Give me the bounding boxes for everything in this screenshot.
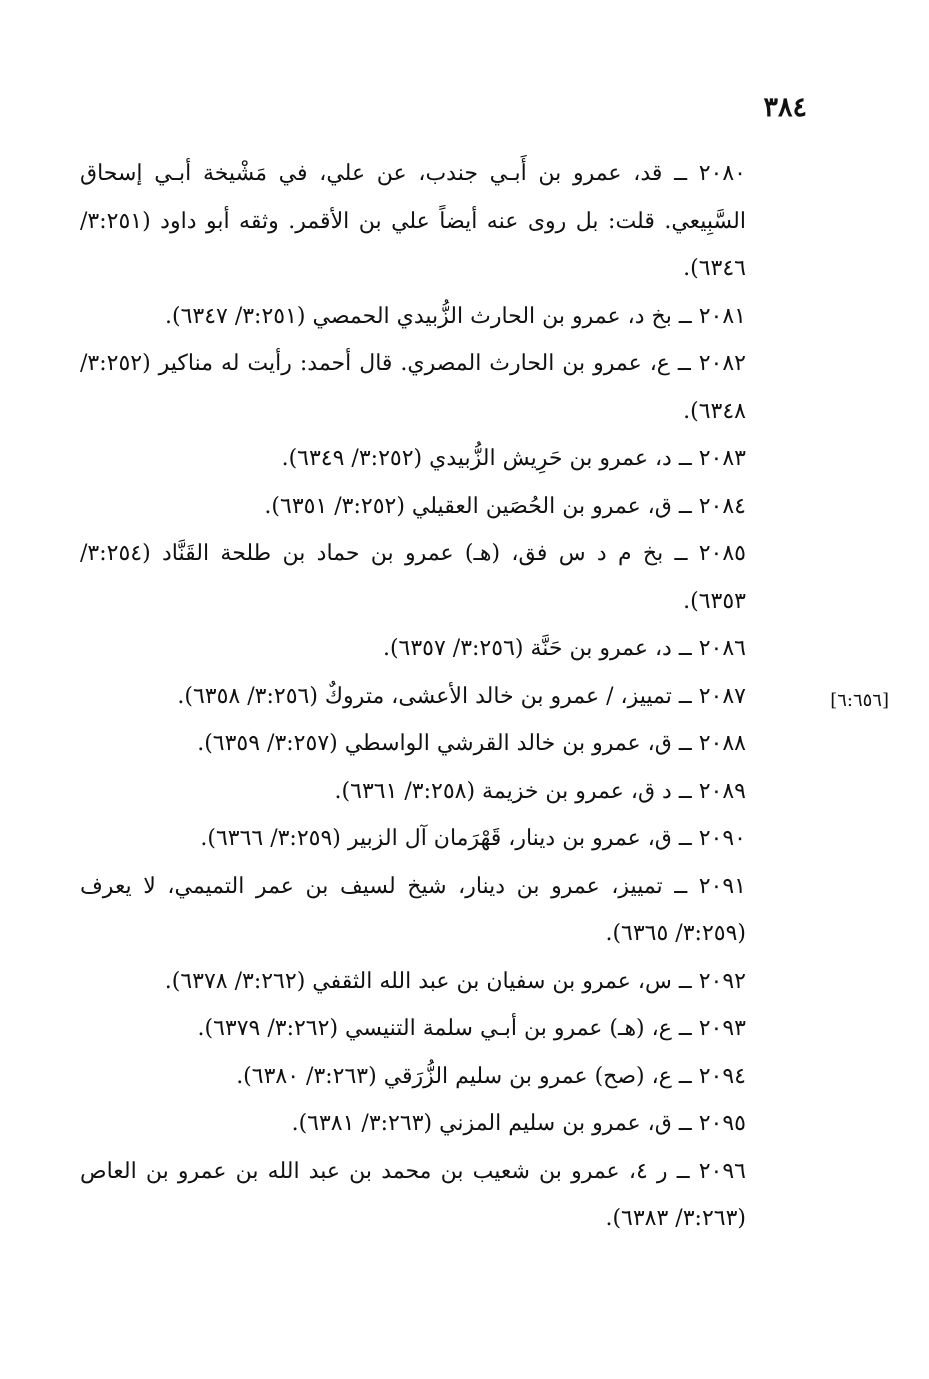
entry-2088: ٢٠٨٨ ــ ق، عمرو بن خالد القرشي الواسطي (٣:٢٥٧/ ٦٣٥٩). (197, 731, 746, 756)
page-number: ٣٨٤ (763, 92, 807, 123)
entry-2089: ٢٠٨٩ ــ د ق، عمرو بن خزيمة (٣:٢٥٨/ ٦٣٦١). (334, 778, 746, 804)
entry-2084: ٢٠٨٤ ــ ق، عمرو بن الحُصَين العقيلي (٣:٢٥٢/ ٦٣٥١). (264, 493, 746, 519)
entry-2086: ٢٠٨٦ ــ د، عمرو بن حَنَّة (٣:٢٥٦/ ٦٣٥٧). (382, 636, 746, 661)
entry-2095: ٢٠٩٥ ــ ق، عمرو بن سليم المزني (٣:٢٦٣/ ٦٣٨١). (291, 1111, 746, 1136)
entry-2081: ٢٠٨١ ــ بخ د، عمرو بن الحارث الزُّبيدي الحمصي (٣:٢٥١/ ٦٣٤٧). (164, 303, 746, 329)
entry-2090: ٢٠٩٠ ــ ق، عمرو بن دينار، قَهْرَمان آل الزبير (٣:٢٥٩/ ٦٣٦٦). (200, 826, 746, 851)
entry-2093: ٢٠٩٣ ــ ع، (هـ) عمرو بن أبـي سلمة التنيسي (٣:٢٦٢/ ٦٣٧٩). (197, 1016, 746, 1041)
entry-2083: ٢٠٨٣ ــ د، عمرو بن حَرِيش الزُّبيدي (٣:٢٥٢/ ٦٣٤٩). (281, 446, 746, 471)
entry-2096: ٢٠٩٦ ــ ر ٤، عمرو بن شعيب بن محمد بن عبد الله بن عمرو بن العاص (٣:٢٦٣/ ٦٣٨٣). (80, 1158, 746, 1231)
margin-reference: [٦:٦٥٦] (830, 690, 889, 711)
entry-2085: ٢٠٨٥ ــ بخ م د س فق، (هـ) عمرو بن حماد بن طلحة القَنَّاد (٣:٢٥٤/ ٦٣٥٣). (80, 541, 746, 614)
entry-2092: ٢٠٩٢ ــ س، عمرو بن سفيان بن عبد الله الثقفي (٣:٢٦٢/ ٦٣٧٨). (164, 968, 746, 994)
entry-2082: ٢٠٨٢ ــ ع، عمرو بن الحارث المصري. قال أحمد: رأيت له مناكير (٣:٢٥٢/ ٦٣٤٨). (80, 351, 746, 424)
entry-2091: ٢٠٩١ ــ تمييز، عمرو بن دينار، شيخ لسيف بن عمر التميمي، لا يعرف (٣:٢٥٩/ ٦٣٦٥). (80, 873, 746, 946)
entry-2094: ٢٠٩٤ ــ ع، (صح) عمرو بن سليم الزُّرَقي (٣:٢٦٣/ ٦٣٨٠). (236, 1063, 746, 1089)
entry-2087: ٢٠٨٧ ــ تمييز، / عمرو بن خالد الأعشى، متروكٌ (٣:٢٥٦/ ٦٣٥٨). (177, 683, 746, 709)
entry-list (80, 150, 808, 1243)
entry-2080: ٢٠٨٠ ــ قد، عمرو بن أَبـي جندب، عن علي، في مَشْيخة أبـي إسحاق السَّبِيعي. قلت: بل روى عنه أيضاً علي بن الأقمر. وثقه أبو داود (٣:٢٥١/ ٦٣٤٦). (80, 161, 746, 281)
